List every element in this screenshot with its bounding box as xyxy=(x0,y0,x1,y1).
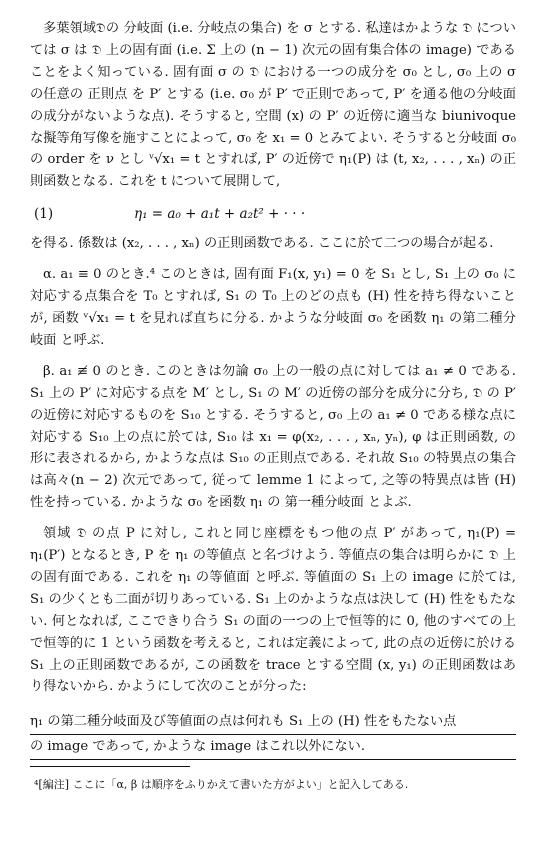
footnote: ⁴[編注] ここに「α, β は順序をふりかえて書いた方がよい」と記入してある. xyxy=(34,778,409,792)
boxed-conclusion-line-2: の image であって, かような image はこれ以外にない. xyxy=(30,735,516,760)
paragraph-case-alpha: α. a₁ ≡ 0 のとき.⁴ このときは, 固有面 F₁(x, y₁) = 0 を S₁ とし, S₁ 上の σ₀ に対応する点集合を T₀ とすれば, S₁ の T₀ 上のどの点も (H) 性を持ち得ないことが, 函数 ᵛ√x₁ = t を見れば直ちに分る. かような分岐面 σ₀ を函数 η₁ の第二種分岐面 と呼ぶ. xyxy=(30,267,516,348)
equation-body: η₁ = a₀ + a₁t + a₂t² + · · · xyxy=(134,206,306,223)
paragraph-branching-surface: 多葉領域𝔇の 分岐面 (i.e. 分岐点の集合) を σ とする. 私達はかような 𝔇 については σ は 𝔇 上の固有面 (i.e. Σ 上の (n − 1) 次元の固有集合体の image) であることをよく知っている. 固有面 σ の 𝔇 における一つの成分を σ₀ とし, σ₀ 上の σ の任意の 正則点 を P′ とする (i.e. σ₀ が P′ で正則であって, P′ を通る他の分岐面の成分がないような点). そうすると, 空間 (x) の P′ の近傍に適当な biunivoque な擬等角写像を施すことによって, σ₀ を x₁ = 0 とみてよい. そうすると分岐面 σ₀ の order を ν とし ᵛ√x₁ = t とすれば, P′ の近傍で η₁(P) は (t, x₂, . . . , xₙ) の正則函数となる. これを t について展開して, xyxy=(30,21,516,190)
paragraph-case-beta: β. a₁ ≢ 0 のとき. このときは勿論 σ₀ 上の一般の点に対しては a₁ ≠ 0 である. S₁ 上の P′ に対応する点を M′ とし, S₁ の M′ の近傍の部分を成分に分ち, 𝔇 の P′ の近傍に対応するものを S₁₀ とする. そうすると, σ₀ 上の a₁ ≠ 0 である様な点に対応する S₁₀ 上の点に於ては, S₁₀ は x₁ = φ(x₂, . . . , xₙ, yₙ), φ は正則函数, の形に表されるから, かような点は S₁₀ の正則点である. それ故 S₁₀ の特異点の集合は高々(n − 2) 次元であって, 従って lemme 1 によって, 之等の特異点は皆 (H) 性を持っている. かような σ₀ を函数 η₁ の 第一種分岐面 とよぶ. xyxy=(30,363,516,511)
footnote-separator xyxy=(30,766,190,767)
boxed-conclusion-line-1: η₁ の第二種分岐面及び等値面の点は何れも S₁ 上の (H) 性をもたない点 xyxy=(30,710,516,735)
equation-number: (1) xyxy=(34,206,54,223)
paragraph-equivalue-points: 領域 𝔇 の点 P に対し, これと同じ座標をもつ他の点 P′ があって, η₁(P) = η₁(P′) となるとき, P を η₁ の等値点 と名づけよう. 等値点の集合は明らかに 𝔇 上の固有面である. これを η₁ の等値面 と呼ぶ. 等値面の S₁ 上の image に於ては, S₁ の少くとも二面が切りあっている. S₁ 上のかような点は決して (H) 性をもたない. 何となれば, ここできり合う S₁ の面の一つの上で恒等的に 0, 他のすべての上で恒等的に 1 という函数を考えると, これは定義によって, 此の点の近傍に於ける S₁ 上の正則函数であるが, この函数を trace とする空間 (x, y₁) の正則函数はあり得ないから. かようにして次のことが分った: xyxy=(30,526,516,695)
paragraph-coefficients: を得る. 係数は (x₂, . . . , xₙ) の正則函数である. ここに於て二つの場合が起る. xyxy=(30,236,494,252)
boxed-conclusion xyxy=(30,710,516,760)
equation-1 xyxy=(30,201,516,227)
page-body xyxy=(30,18,516,793)
